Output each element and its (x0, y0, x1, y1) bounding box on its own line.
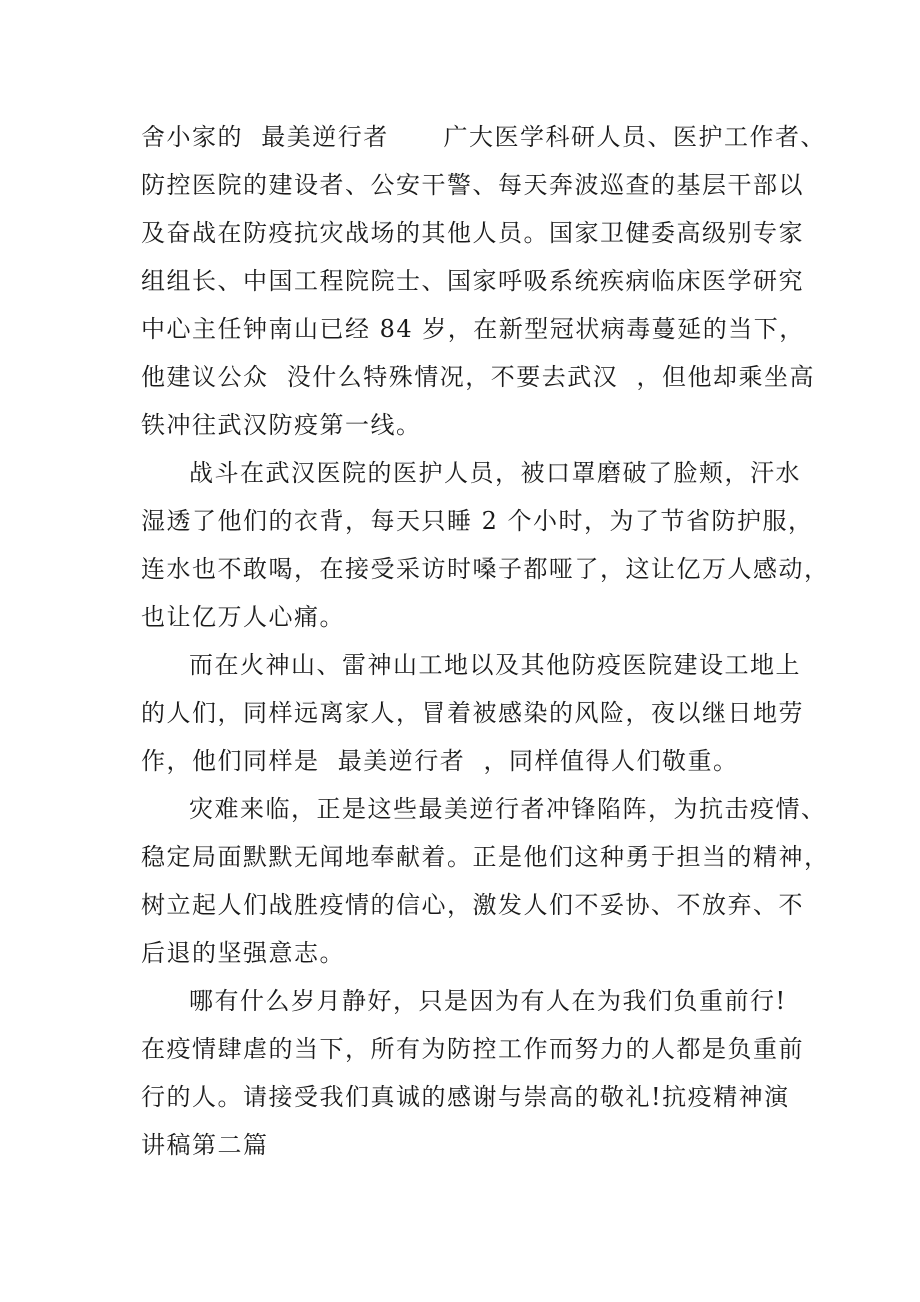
text-line: 在疫情肆虐的当下，所有为防控工作而努力的人都是负重前 (141, 1035, 804, 1063)
text-line: 连水也不敢喝，在接受采访时嗓子都哑了，这让亿万人感动， (141, 555, 830, 583)
text-line: 舍小家的 最美逆行者 广大医学科研人员、医护工作者、 (141, 123, 827, 151)
paragraph-first-line: 灾难来临，正是这些最美逆行者冲锋陷阵，为抗击疫情、 (189, 795, 827, 823)
text-line: 组组长、中国工程院院士、国家呼吸系统疾病临床医学研究 (141, 267, 804, 295)
text-line: 后退的坚强意志。 (141, 939, 345, 967)
text-line: 树立起人们战胜疫情的信心，激发人们不妥协、不放弃、不 (141, 891, 804, 919)
text-line: 也让亿万人心痛。 (141, 603, 345, 631)
text-line: 的人们，同样远离家人，冒着被感染的风险，夜以继日地劳 (141, 699, 804, 727)
text-line: 稳定局面默默无闻地奉献着。正是他们这种勇于担当的精神， (141, 843, 830, 871)
paragraph-first-line: 哪有什么岁月静好，只是因为有人在为我们负重前行! (189, 987, 787, 1015)
text-line: 作，他们同样是 最美逆行者 ，同样值得人们敬重。 (141, 747, 739, 775)
text-line: 中心主任钟南山已经 84 岁，在新型冠状病毒蔓延的当下， (141, 315, 805, 343)
text-line: 讲稿第二篇 (141, 1131, 269, 1159)
text-line: 防控医院的建设者、公安干警、每天奔波巡查的基层干部以 (141, 171, 804, 199)
paragraph-first-line: 而在火神山、雷神山工地以及其他防疫医院建设工地上 (189, 651, 801, 679)
paragraph-first-line: 战斗在武汉医院的医护人员，被口罩磨破了脸颊，汗水 (189, 459, 801, 487)
text-line: 他建议公众 没什么特殊情况，不要去武汉 ，但他却乘坐高 (141, 363, 816, 391)
text-line: 铁冲往武汉防疫第一线。 (141, 411, 422, 439)
text-line: 行的人。请接受我们真诚的感谢与崇高的敬礼!抗疫精神演 (141, 1083, 790, 1111)
text-line: 湿透了他们的衣背，每天只睡 2 个小时，为了节省防护服， (141, 507, 814, 535)
text-line: 及奋战在防疫抗灾战场的其他人员。国家卫健委高级别专家 (141, 219, 804, 247)
